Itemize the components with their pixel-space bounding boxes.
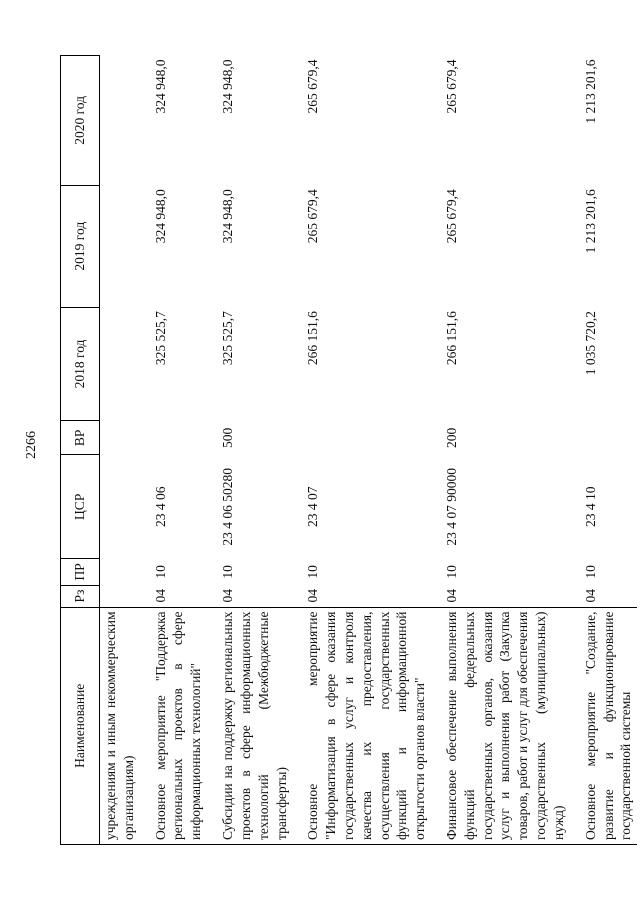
row-2019: 324 948,0 [220, 189, 236, 244]
header-vr: ВР [61, 421, 100, 455]
row-name: Субсидии на поддержку региональных проектов в сфере информационных технологий (Межбюджетные трансферты) [217, 607, 292, 844]
page-number: 2266 [24, 431, 39, 459]
row-vr [150, 421, 207, 455]
row-2018: 325 525,7 [152, 311, 168, 366]
row-2019: 265 679,4 [305, 189, 321, 244]
row-csr: 23 4 10 [582, 486, 598, 528]
row-csr [100, 455, 140, 559]
header-name: Наименование [61, 607, 100, 844]
row-2020: 1 213 201,6 [582, 59, 598, 124]
row-2020: 265 679,4 [444, 59, 459, 114]
row-name: Финансовое обеспечение выполнения функций федеральных государственных органов, оказания услуг и выполнения работ (Закупка товаров, работ и услуг для обеспечения государственных (муниципальных) нужд) [441, 607, 570, 844]
row-csr: 23 4 06 [152, 486, 168, 528]
header-pr: ПР [61, 559, 100, 585]
row-spacer [431, 56, 441, 845]
row-rz: 04 [444, 589, 459, 603]
row-spacer [570, 56, 580, 845]
row-2020: 265 679,4 [305, 59, 321, 114]
row-csr: 23 4 07 90000 [444, 467, 459, 546]
row-name: Основное мероприятие "Создание, развитие и функционирование государственной системы [580, 607, 637, 844]
row-pr: 10 [152, 565, 168, 579]
row-2019: 265 679,4 [444, 189, 459, 244]
row-vr [302, 421, 431, 455]
table-header-row [61, 56, 100, 845]
header-2018: 2018 год [61, 307, 100, 421]
row-vr: 500 [220, 427, 236, 448]
header-2020: 2020 год [61, 56, 100, 186]
row-2018: 266 151,6 [305, 311, 321, 366]
budget-table [60, 55, 637, 845]
row-spacer [207, 56, 217, 845]
header-2019: 2019 год [61, 185, 100, 307]
row-2018 [100, 307, 140, 421]
row-csr: 23 4 06 50280 [220, 467, 236, 546]
row-pr: 10 [305, 565, 321, 579]
row-2019 [100, 185, 140, 307]
row-2019: 324 948,0 [152, 189, 168, 244]
row-rz: 04 [305, 589, 321, 603]
row-name: Основное мероприятие "Информатизация в сфере оказания государственных услуг и контроля качества их предоставления, осуществления государственных функций и информационной открытости органов власти" [302, 607, 431, 844]
row-pr: 10 [220, 565, 236, 579]
table-row [100, 56, 140, 845]
row-2018: 266 151,6 [444, 311, 459, 366]
row-2018: 325 525,7 [220, 311, 236, 366]
row-vr [580, 421, 637, 455]
row-pr: 10 [444, 565, 459, 579]
table-row [217, 56, 292, 845]
row-2019: 1 213 201,6 [582, 189, 598, 254]
table-row [441, 56, 570, 845]
row-rz: 04 [152, 589, 168, 603]
row-rz: 04 [582, 589, 598, 603]
row-2020: 324 948,0 [220, 59, 236, 114]
row-2020: 324 948,0 [152, 59, 168, 114]
row-csr: 23 4 07 [305, 486, 321, 528]
row-name: учреждениям и иным некоммерческим организациям) [100, 607, 140, 844]
table-row [150, 56, 207, 845]
row-2020 [100, 56, 140, 186]
budget-table-container [60, 55, 634, 845]
row-name: Основное мероприятие "Поддержка региональных проектов в сфере информационных технологий" [150, 607, 207, 844]
row-pr [100, 559, 140, 585]
table-row [580, 56, 637, 845]
row-vr [100, 421, 140, 455]
row-2018: 1 035 720,2 [582, 311, 598, 376]
row-rz: 04 [220, 589, 236, 603]
header-rz: Рз [61, 585, 100, 607]
row-spacer [140, 56, 150, 845]
row-rz [100, 585, 140, 607]
table-row [302, 56, 431, 845]
row-spacer [292, 56, 302, 845]
row-pr: 10 [582, 565, 598, 579]
header-csr: ЦСР [61, 455, 100, 559]
row-vr: 200 [444, 427, 459, 448]
